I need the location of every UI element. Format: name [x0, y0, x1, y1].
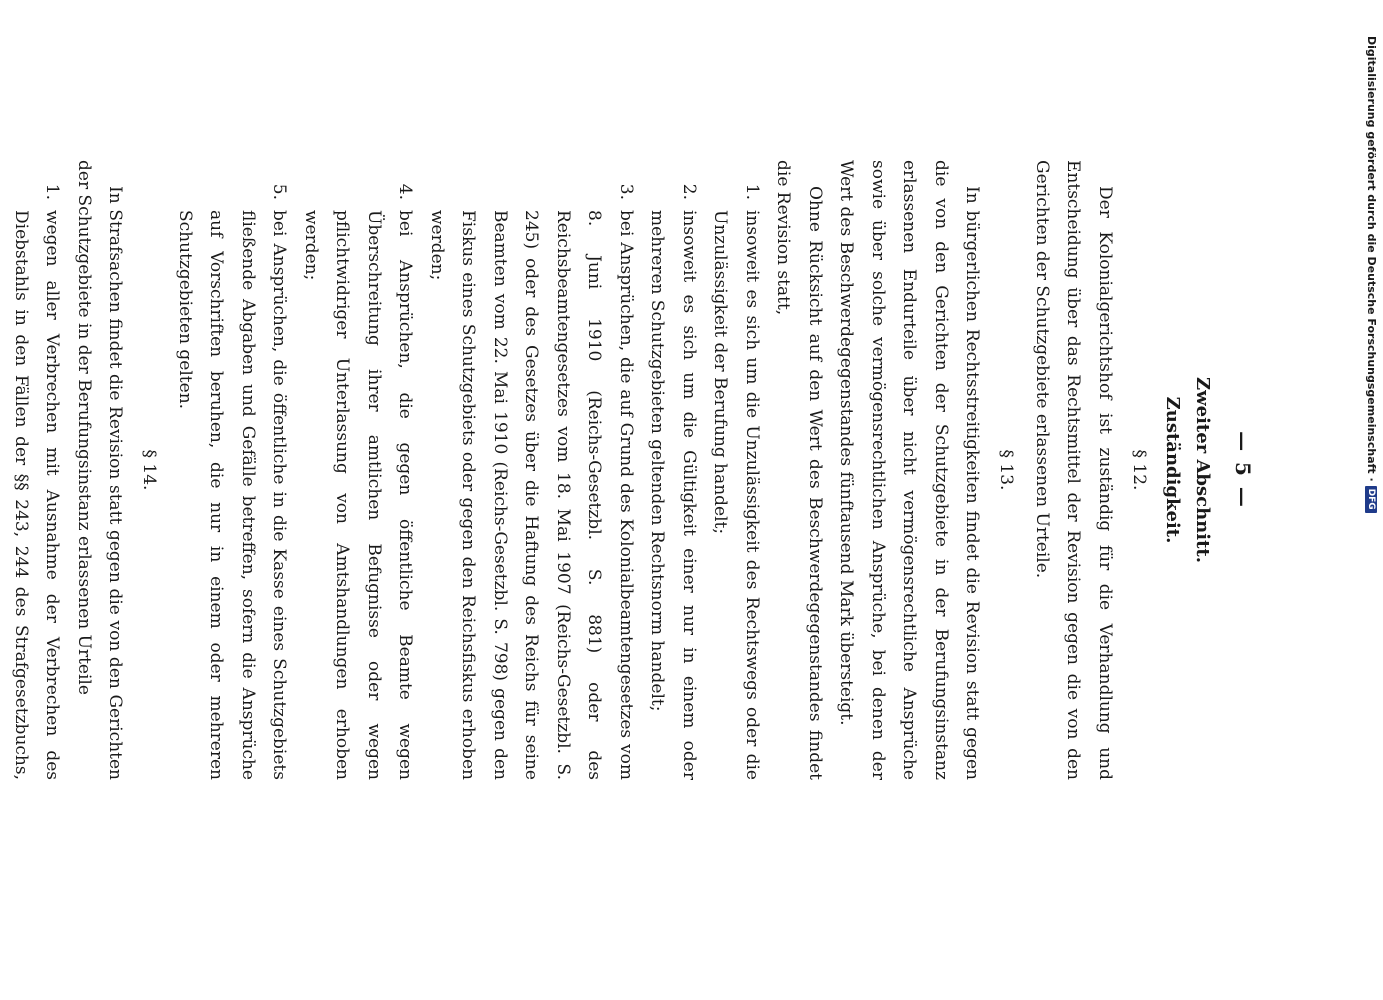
list-item-text: bei Ansprüchen, die auf Grund des Kolonialbeamtengesetzes vom 8. Juni 1910 (Reichs-Gesetzbl. S. 881) oder des Reichsbeamtengesetzes vom 18. Mai 1907 (Reichs-Gesetzbl. S. 245) oder des Gesetzes über die Haftung des Reichs für seine Beamten vom 22. Mai 1910 (Reichs-Gesetzbl. S. 798) gegen den Fiskus eines Schutzgebiets oder gegen den Reichsfiskus erhoben werden;	[427, 210, 636, 780]
list-item-number: 3.	[616, 183, 636, 200]
list-item-number: 1.	[742, 183, 762, 200]
list-item	[295, 160, 421, 780]
paragraph-13	[169, 160, 1022, 780]
digitization-credit	[1364, 36, 1378, 510]
paragraph-title: § 14.	[139, 449, 160, 491]
paragraph-text: In bürgerlichen Rechtsstreitigkeiten findet die Revision statt gegen die von den Gerichten der Schutzgebiete in der Berufungsinstanz erlassenen Endurteile über nicht vermögensrechtliche Ansprüche sowie über solche vermögensrechtlichen Ansprüche, bei denen der Wert des Beschwerdegegenstandes fünftausend Mark übersteigt.	[836, 160, 983, 780]
paragraph-title: § 12.	[1129, 449, 1149, 491]
list-item-text: wegen aller Verbrechen mit Ausnahme der Verbrechen des Diebstahls in den Fällen der §§ 243, 244 des Strafgesetzbuchs,	[11, 210, 63, 780]
page-number: — 5 —	[1231, 431, 1255, 509]
paragraph-title: § 13.	[996, 449, 1017, 491]
list-item-text: insoweit es sich um die Gültigkeit einer nur in einem oder mehreren Schutzgebieten geltenden Rechtsnorm handelt;	[647, 210, 699, 780]
list-item-number: 4.	[395, 183, 416, 200]
list-item	[169, 160, 295, 780]
list-item	[421, 160, 642, 780]
list-item-number: 5.	[269, 183, 290, 200]
paragraph-text: In Strafsachen findet die Revision statt gegen die von den Gerichten der Schutzgebiete in der Berufungsinstanz erlassenen Urteile	[74, 160, 126, 780]
enumerated-list	[0, 160, 68, 780]
paragraph-text: Ohne Rücksicht auf den Wert des Beschwerdegegenstandes findet die Revision statt,	[773, 160, 825, 780]
list-item-text: insoweit es sich um die Unzulässigkeit des Rechtswegs oder die Unzulässigkeit der Berufung handelt;	[710, 210, 762, 780]
list-item-number: 1.	[42, 183, 63, 200]
list-item	[704, 160, 767, 780]
section-heading: Zweiter Abschnitt.	[1192, 377, 1213, 563]
list-item-text: bei Ansprüchen, die öffentliche in die Kasse eines Schutzgebiets fließende Abgaben und Gefälle betreffen, sofern die Ansprüche auf Vorschriften beruhen, die nur in einem oder mehreren Schutzgebieten gelten.	[175, 210, 290, 780]
paragraph-14	[0, 160, 165, 780]
paragraph-text: Der Kolonialgerichtshof ist zuständig für die Verhandlung und Entscheidung über das Rechtsmittel der Revision gegen die von den Gerichten der Schutzgebiete erlassenen Urteile.	[1032, 160, 1115, 780]
document-page	[11, 160, 1260, 780]
list-item-number: 2.	[679, 183, 699, 200]
digitization-credit-text: Digitalisierung gefördert durch die Deutsche Forschungsgemeinschaft ·	[1365, 36, 1378, 482]
paragraph-12	[1026, 160, 1155, 780]
dfg-logo: DFG	[1365, 486, 1377, 513]
list-item	[641, 160, 704, 780]
list-item-text: bei Ansprüchen, die gegen öffentliche Beamte wegen Überschreitung ihrer amtlichen Befugnisse oder wegen pflichtwidriger Unterlassung von Amtshandlungen erhoben werden;	[301, 210, 416, 780]
list-item	[0, 160, 68, 780]
enumerated-list	[169, 160, 768, 780]
section-subheading: Zuständigkeit.	[1162, 396, 1183, 544]
